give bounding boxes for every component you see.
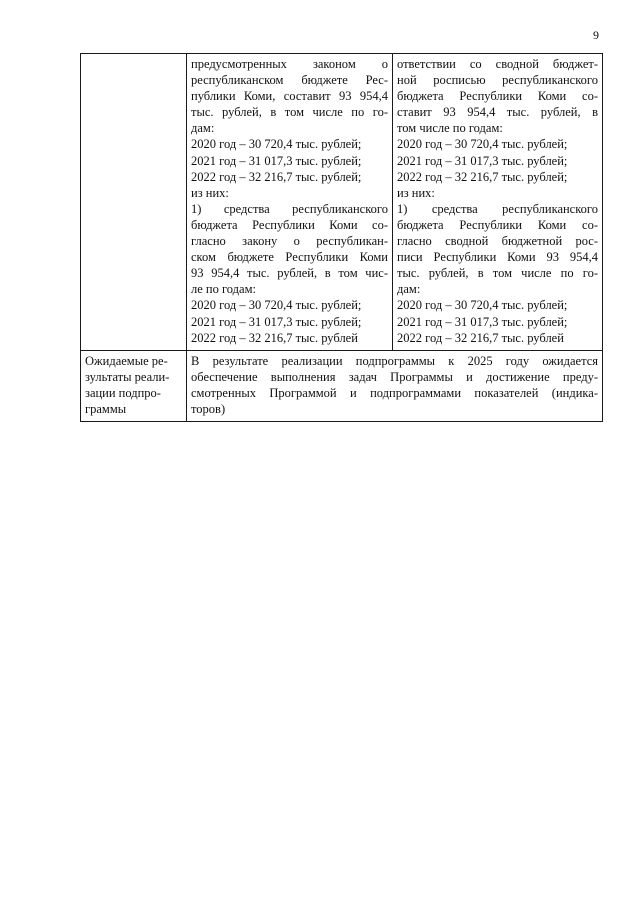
text-line: зации подпро- (85, 385, 161, 400)
text-line: писи Республики Коми 93 954,4 (397, 250, 598, 265)
text-line: ной росписью республиканского (397, 73, 598, 88)
text-line: В результате реализации подпрограммы к 2025 году ожидается (191, 353, 598, 368)
text-line: ском бюджете Республики Коми (191, 250, 388, 265)
row-label-cell (81, 350, 187, 421)
text-line: 2021 год – 31 017,3 тыс. рублей; (397, 153, 568, 168)
text-line: обеспечение выполнения задач Программы и достижение преду- (191, 369, 598, 384)
passport-table (80, 53, 603, 422)
text-line: бюджета Республики Коми со- (397, 217, 598, 232)
funding-by-law-cell (187, 54, 393, 351)
text-line: публики Коми, составит 93 954,4 (191, 89, 388, 104)
text-line: 2022 год – 32 216,7 тыс. рублей; (191, 169, 362, 184)
table-row-expected-results (81, 350, 603, 421)
text-line: бюджета Республики Коми со- (191, 217, 388, 232)
text-line: 2021 год – 31 017,3 тыс. рублей; (191, 153, 362, 168)
text-line: из них: (191, 185, 229, 200)
text-line: 93 954,4 тыс. рублей, в том чис- (191, 266, 388, 281)
text-line: 1) средства республиканского (397, 201, 598, 216)
text-line: тыс. рублей, в том числе по го- (191, 105, 388, 120)
text-line: торов) (191, 401, 226, 416)
text-line: гласно закону о республикан- (191, 234, 388, 249)
text-line: 2020 год – 30 720,4 тыс. рублей; (191, 137, 362, 152)
text-line: том числе по годам: (397, 121, 503, 136)
text-line: ле по годам: (191, 282, 256, 297)
text-line: 2020 год – 30 720,4 тыс. рублей; (397, 298, 568, 313)
text-line: 2020 год – 30 720,4 тыс. рублей; (397, 137, 568, 152)
text-line: 1) средства республиканского (191, 201, 388, 216)
text-line: 2022 год – 32 216,7 тыс. рублей (397, 330, 564, 345)
text-line: предусмотренных законом о (191, 57, 388, 71)
text-line: Ожидаемые ре- (85, 353, 168, 368)
expected-results-cell (187, 350, 603, 421)
text-line: смотренных Программой и подпрограммами показателей (индика- (191, 385, 598, 400)
text-line: ответствии со сводной бюджет- (397, 57, 598, 71)
row-label-cell-empty (81, 54, 187, 351)
text-line: тыс. рублей, в том числе по го- (397, 266, 598, 281)
text-line: 2022 год – 32 216,7 тыс. рублей; (397, 169, 568, 184)
text-line: республиканском бюджете Рес- (191, 73, 388, 88)
text-line: 2021 год – 31 017,3 тыс. рублей; (397, 314, 568, 329)
text-line: дам: (191, 121, 215, 136)
text-line: 2020 год – 30 720,4 тыс. рублей; (191, 298, 362, 313)
text-line: граммы (85, 401, 127, 416)
text-line: гласно сводной бюджетной рос- (397, 234, 598, 249)
text-line: дам: (397, 282, 421, 297)
text-line: бюджета Республики Коми со- (397, 89, 598, 104)
table-row-funding (81, 54, 603, 351)
text-line: 2021 год – 31 017,3 тыс. рублей; (191, 314, 362, 329)
text-line: 2022 год – 32 216,7 тыс. рублей (191, 330, 358, 345)
text-line: из них: (397, 185, 435, 200)
text-line: зультаты реали- (85, 369, 170, 384)
page-number: 9 (593, 28, 599, 42)
funding-by-budget-list-cell (393, 54, 603, 351)
text-line: ставит 93 954,4 тыс. рублей, в (397, 105, 598, 120)
